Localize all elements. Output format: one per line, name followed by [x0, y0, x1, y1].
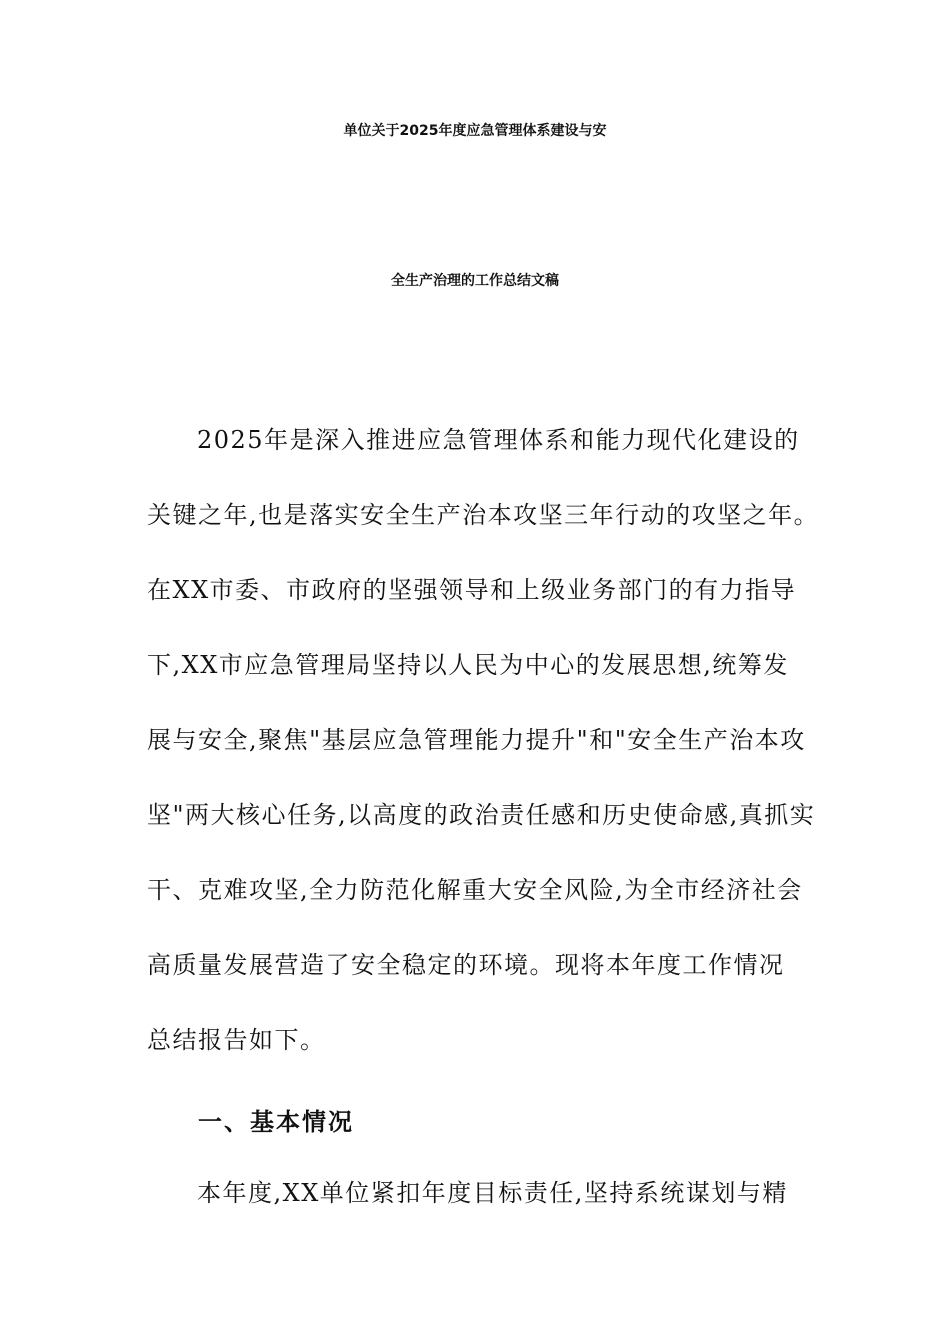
intro-line-1: 2025年是深入推进应急管理体系和能力现代化建设的: [197, 426, 800, 454]
document-title-line-2: 全生产治理的工作总结文稿: [391, 273, 559, 289]
document-title-line-1: 单位关于2025年度应急管理体系建设与安: [343, 123, 607, 139]
intro-line-5: 展与安全,聚焦"基层应急管理能力提升"和"安全生产治本攻: [147, 726, 806, 754]
section-heading-basic: 一、基本情况: [198, 1108, 354, 1136]
intro-line-8: 高质量发展营造了安全稳定的环境。现将本年度工作情况: [147, 951, 785, 979]
intro-line-3: 在XX市委、市政府的坚强领导和上级业务部门的有力指导: [147, 576, 797, 604]
intro-line-7: 干、克难攻坚,全力防范化解重大安全风险,为全市经济社会: [147, 876, 803, 904]
intro-line-2: 关键之年,也是落实安全生产治本攻坚三年行动的攻坚之年。: [147, 501, 820, 529]
intro-line-6: 坚"两大核心任务,以高度的政治责任感和历史使命感,真抓实: [147, 801, 816, 829]
intro-line-9: 总结报告如下。: [147, 1026, 326, 1054]
intro-line-4: 下,XX市应急管理局坚持以人民为中心的发展思想,统筹发: [147, 651, 789, 679]
section1-line-1: 本年度,XX单位紧扣年度目标责任,坚持系统谋划与精: [197, 1179, 788, 1207]
